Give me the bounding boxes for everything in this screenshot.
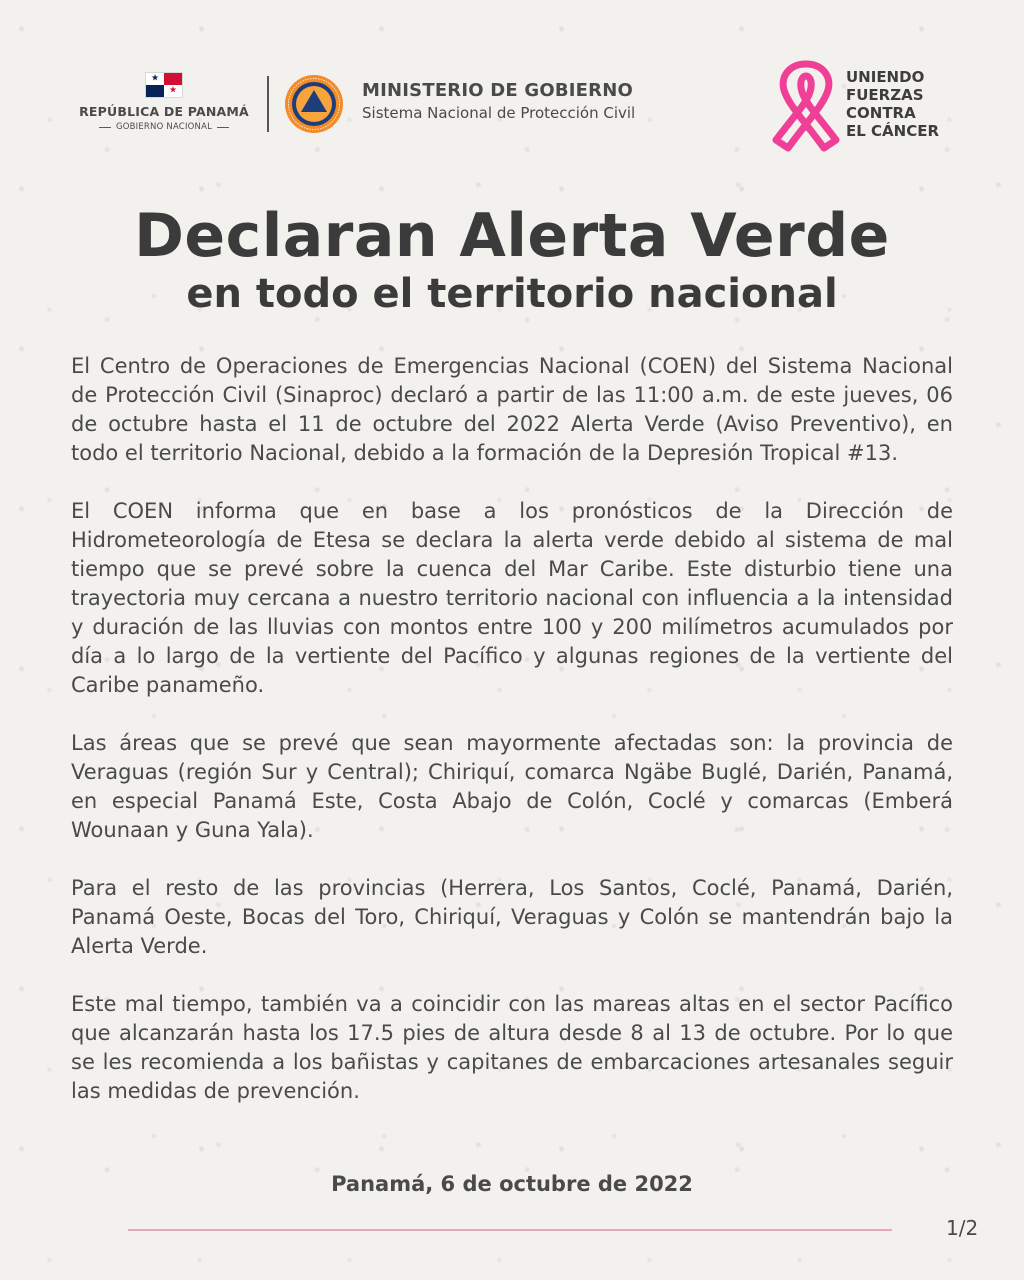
paragraph: Este mal tiempo, también va a coincidir con las mareas altas en el sector Pacífico que alcanzarán hasta los 17.5 pies de altura desde 8 al 13 de octubre. Por lo que se les recomienda a los bañistas y capitanes de embarcaciones artesanales seguir las medidas de prevención. xyxy=(71,992,953,1103)
paragraph: El Centro de Operaciones de Emergencias Nacional (COEN) del Sistema Nacional de Protección Civil (Sinaproc) declaró a partir de las 11:00 a.m. de este jueves, 06 de octubre hasta el 11 de octubre del 2022 Alerta Verde (Aviso Preventivo), en todo el territorio Nacional, debido a la formación de la Depresión Tropical #13. xyxy=(71,354,953,465)
campaign-line: CONTRA xyxy=(846,104,916,122)
page-title: Declaran Alerta Verde xyxy=(134,201,890,271)
paragraph: El COEN informa que en base a los pronósticos de la Dirección de Hidrometeorología de Etesa se declara la alerta verde debido al sistema de mal tiempo que se prevé sobre la cuenca del Mar Caribe. Este disturbio tiene una trayectoria muy cercana a nuestro territorio nacional con influencia a la intensidad y duración de las lluvias con montos entre 100 y 200 milímetros acumulados por día a lo largo de la vertiente del Pacífico y algunas regiones de la vertiente del Caribe panameño. xyxy=(71,499,953,697)
campaign-slogan xyxy=(846,68,939,140)
government-subtitle: GOBIERNO NACIONAL xyxy=(115,122,213,132)
footer-divider xyxy=(128,1229,892,1231)
publication-date: Panamá, 6 de octubre de 2022 xyxy=(331,1172,693,1196)
campaign-line: UNIENDO xyxy=(846,68,925,86)
civil-protection-seal-icon xyxy=(284,74,344,134)
paragraph: Para el resto de las provincias (Herrera, Los Santos, Coclé, Panamá, Darién, Panamá Oeste, Bocas del Toro, Chiriquí, Veraguas y Colón se mantendrán bajo la Alerta Verde. xyxy=(71,876,953,958)
pink-ribbon-icon xyxy=(766,58,846,154)
page-number: 1/2 xyxy=(946,1216,979,1240)
ministry-block xyxy=(362,80,635,122)
header-divider xyxy=(267,76,269,132)
page-subtitle: en todo el territorio nacional xyxy=(186,271,838,317)
ministry-subtitle: Sistema Nacional de Protección Civil xyxy=(362,104,636,122)
panama-flag-icon xyxy=(145,72,183,98)
paragraph: Las áreas que se prevé que sean mayormente afectadas son: la provincia de Veraguas (región Sur y Central); Chiriquí, comarca Ngäbe Buglé, Darién, Panamá, en especial Panamá Este, Costa Abajo de Colón, Coclé y comarcas (Emberá Wounaan y Guna Yala). xyxy=(71,731,953,842)
government-logo xyxy=(72,72,256,132)
ministry-title: MINISTERIO DE GOBIERNO xyxy=(362,80,633,101)
campaign-line: EL CÁNCER xyxy=(846,122,940,140)
campaign-line: FUERZAS xyxy=(846,86,924,104)
government-title: REPÚBLICA DE PANAMÁ xyxy=(79,104,249,119)
announcement-body xyxy=(71,352,953,1135)
